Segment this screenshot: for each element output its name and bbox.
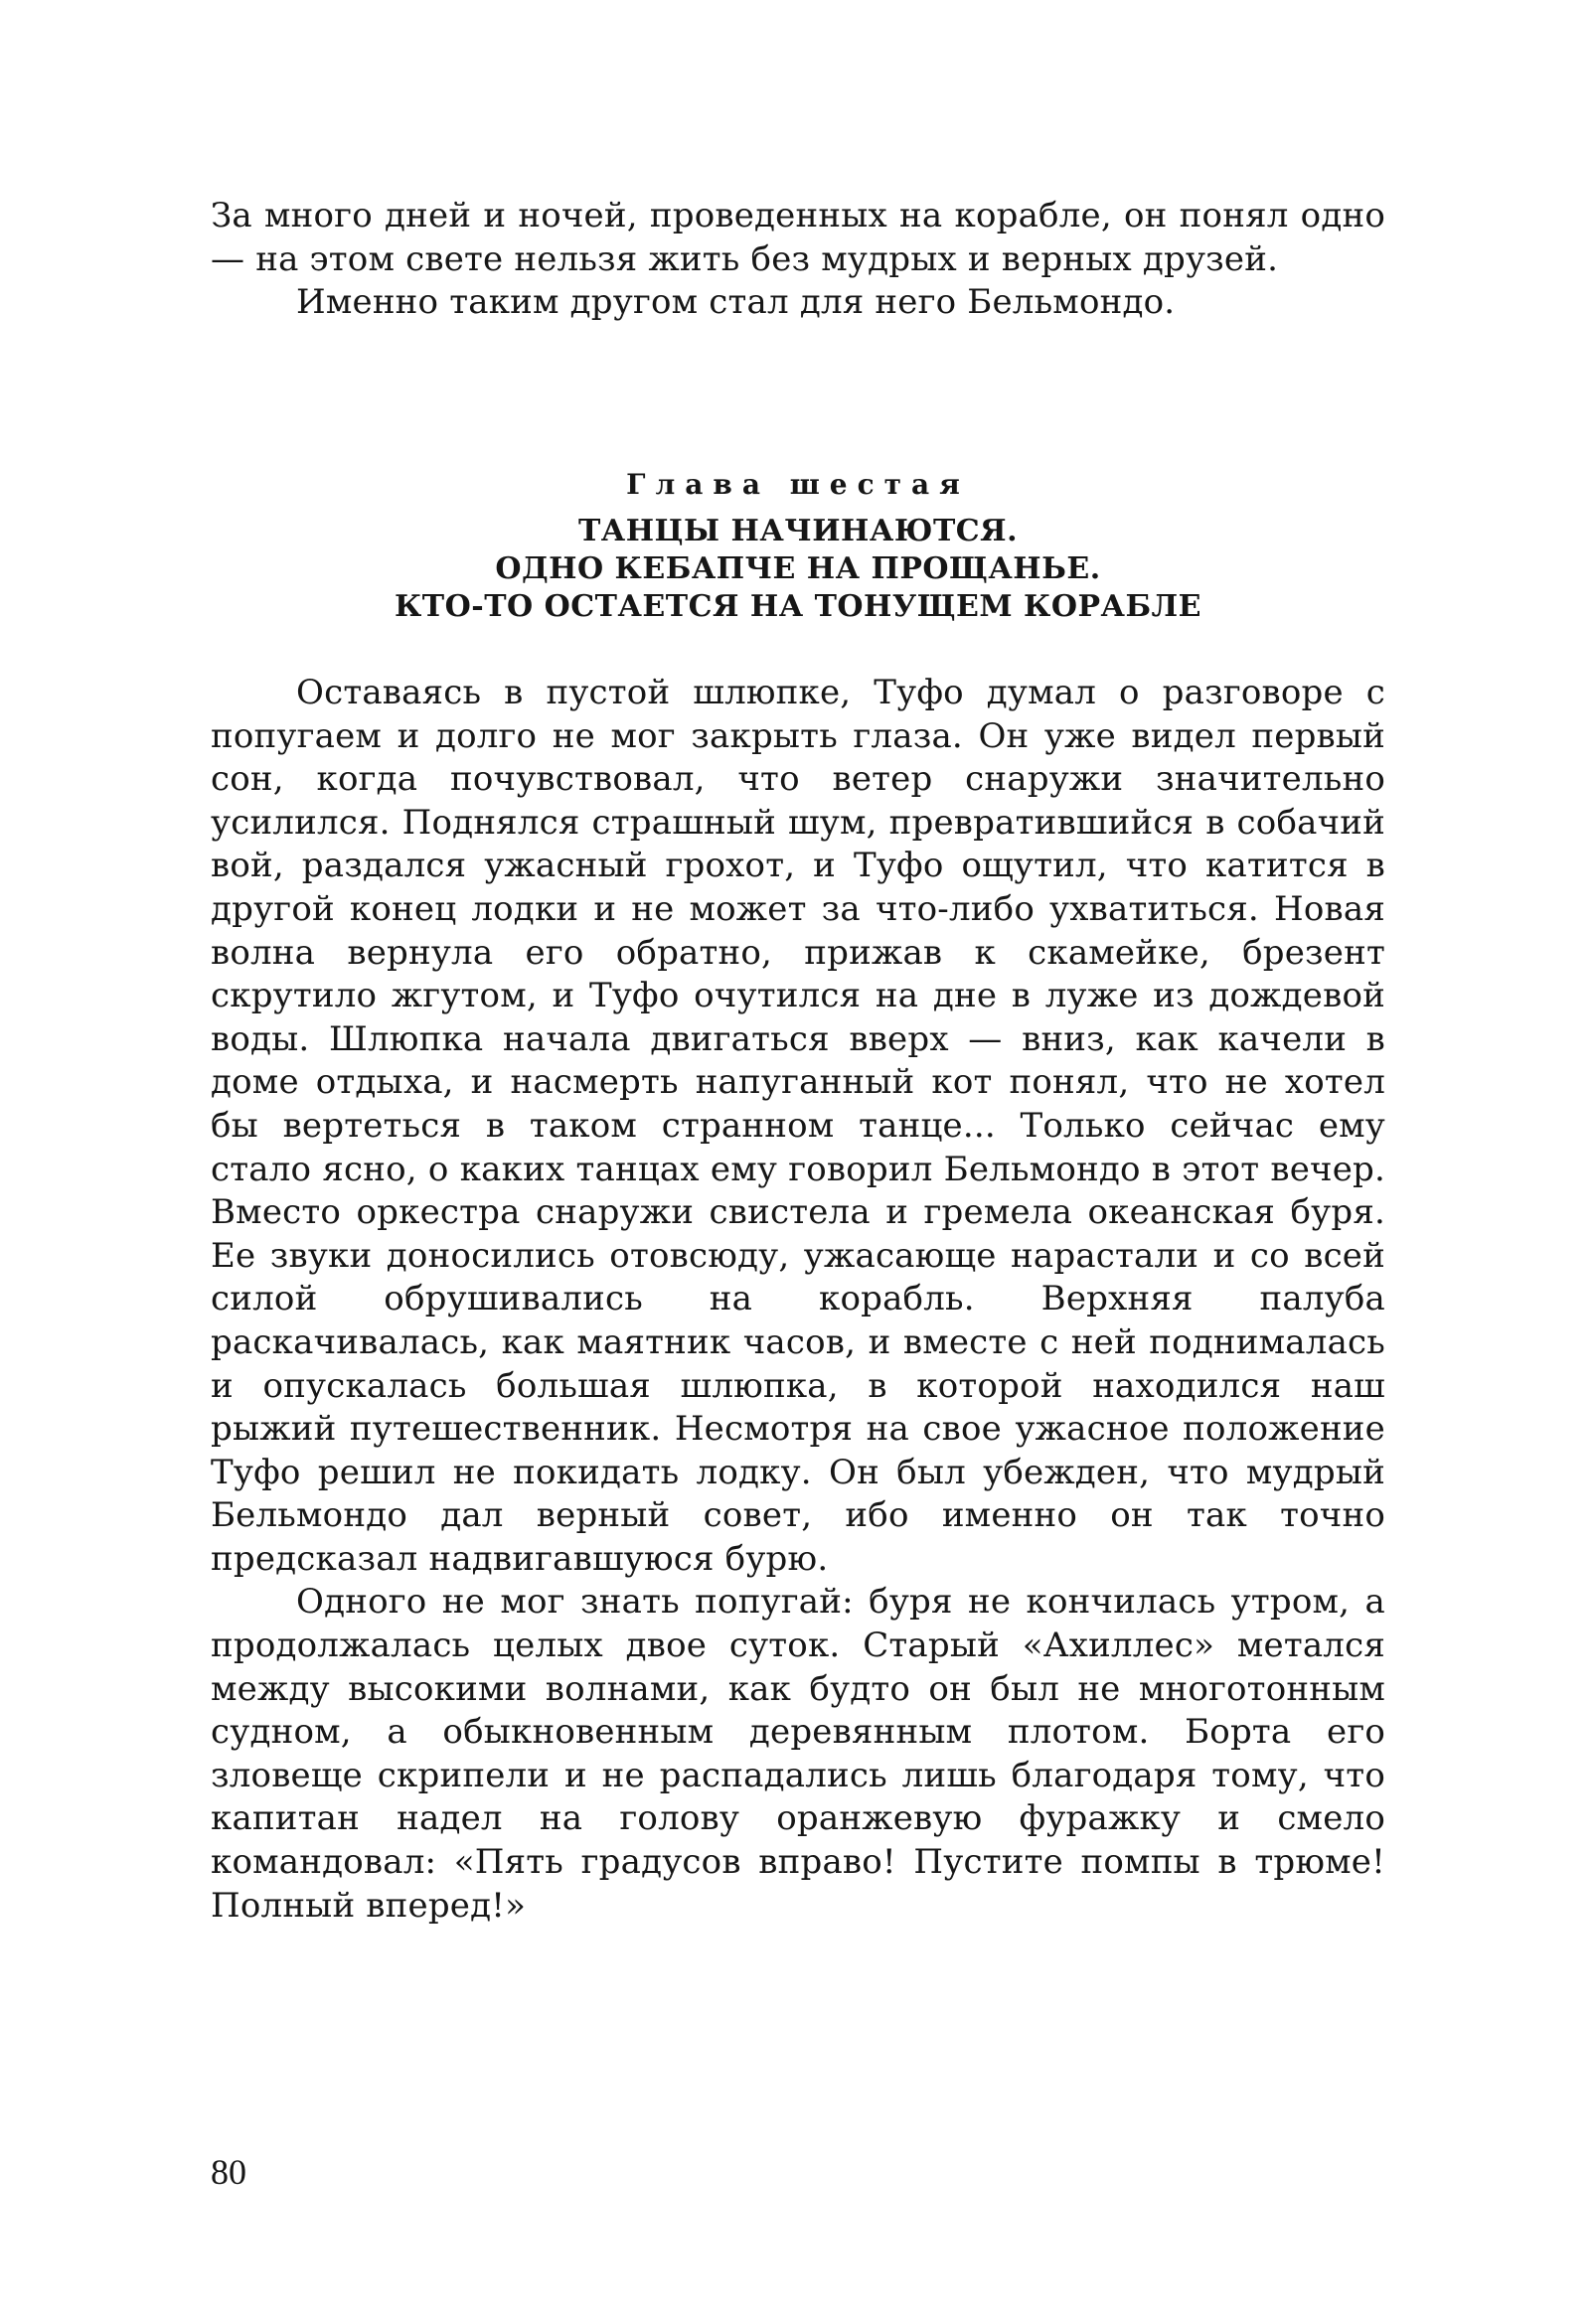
chapter-title-line: КТО-ТО ОСТАЕТСЯ НА ТОНУЩЕМ КОРАБЛЕ — [395, 589, 1201, 624]
body-paragraph: Оставаясь в пустой шлюпке, Туфо думал о разговоре с попугаем и долго не мог закрыть глаза. Он уже видел первый сон, когда почувствовал, что ветер снаружи значительно усилился. Поднялся страшный шум, превратившийся в собачий вой, раздался ужасный грохот, и Туфо ощутил, что катится в другой конец лодки и не может за что-либо ухватиться. Новая волна вернула его обратно, прижав к скамейке, брезент скрутило жгутом, и Туфо очутился на дне в луже из дождевой воды. Шлюпка начала двигаться вверх — вниз, как качели в доме отдыха, и насмерть напуганный кот понял, что не хотел бы вертеться в таком странном танце... Только сейчас ему стало ясно, о каких танцах ему говорил Бельмондо в этот вечер. Вместо оркестра снаружи свистела и гремела океанская буря. Ее звуки доносились отовсюду, ужасающе нарастали и со всей силой обрушивались на корабль. Верхняя палуба раскачивалась, как маятник часов, и вместе с ней поднималась и опускалась большая шлюпка, в которой находился наш рыжий путешественник. Несмотря на свое ужасное положение Туфо решил не покидать лодку. Он был убежден, что мудрый Бельмондо дал верный совет, ибо именно он так точно предсказал надвигавшуюся бурю. — [211, 673, 1385, 1579]
body-paragraph: Одного не мог знать попугай: буря не кончилась утром, а продолжалась целых двое суток. Старый «Ахиллес» метался между высокими волнами, как будто он был не многотонным судном, а обыкновенным деревянным плотом. Борта его зловеще скрипели и не распадались лишь благодаря тому, что капитан надел на голову оранжевую фуражку и смело командовал: «Пять градусов вправо! Пустите помпы в трюме! Полный вперед!» — [211, 1582, 1385, 1926]
chapter-heading — [211, 465, 1385, 626]
intro-paragraph: Именно таким другом стал для него Бельмондо. — [296, 282, 1176, 323]
chapter-title-line: ТАНЦЫ НАЧИНАЮТСЯ. — [577, 514, 1019, 548]
intro-text — [211, 195, 1385, 325]
page-number: 80 — [211, 2152, 246, 2192]
chapter-body — [211, 672, 1385, 1928]
chapter-title-line: ОДНО КЕБАПЧЕ НА ПРОЩАНЬЕ. — [495, 551, 1101, 586]
chapter-label: Глава шестая — [626, 468, 970, 501]
intro-paragraph: За много дней и ночей, проведенных на корабле, он понял одно — на этом свете нельзя жить без мудрых и верных друзей. — [211, 196, 1385, 279]
